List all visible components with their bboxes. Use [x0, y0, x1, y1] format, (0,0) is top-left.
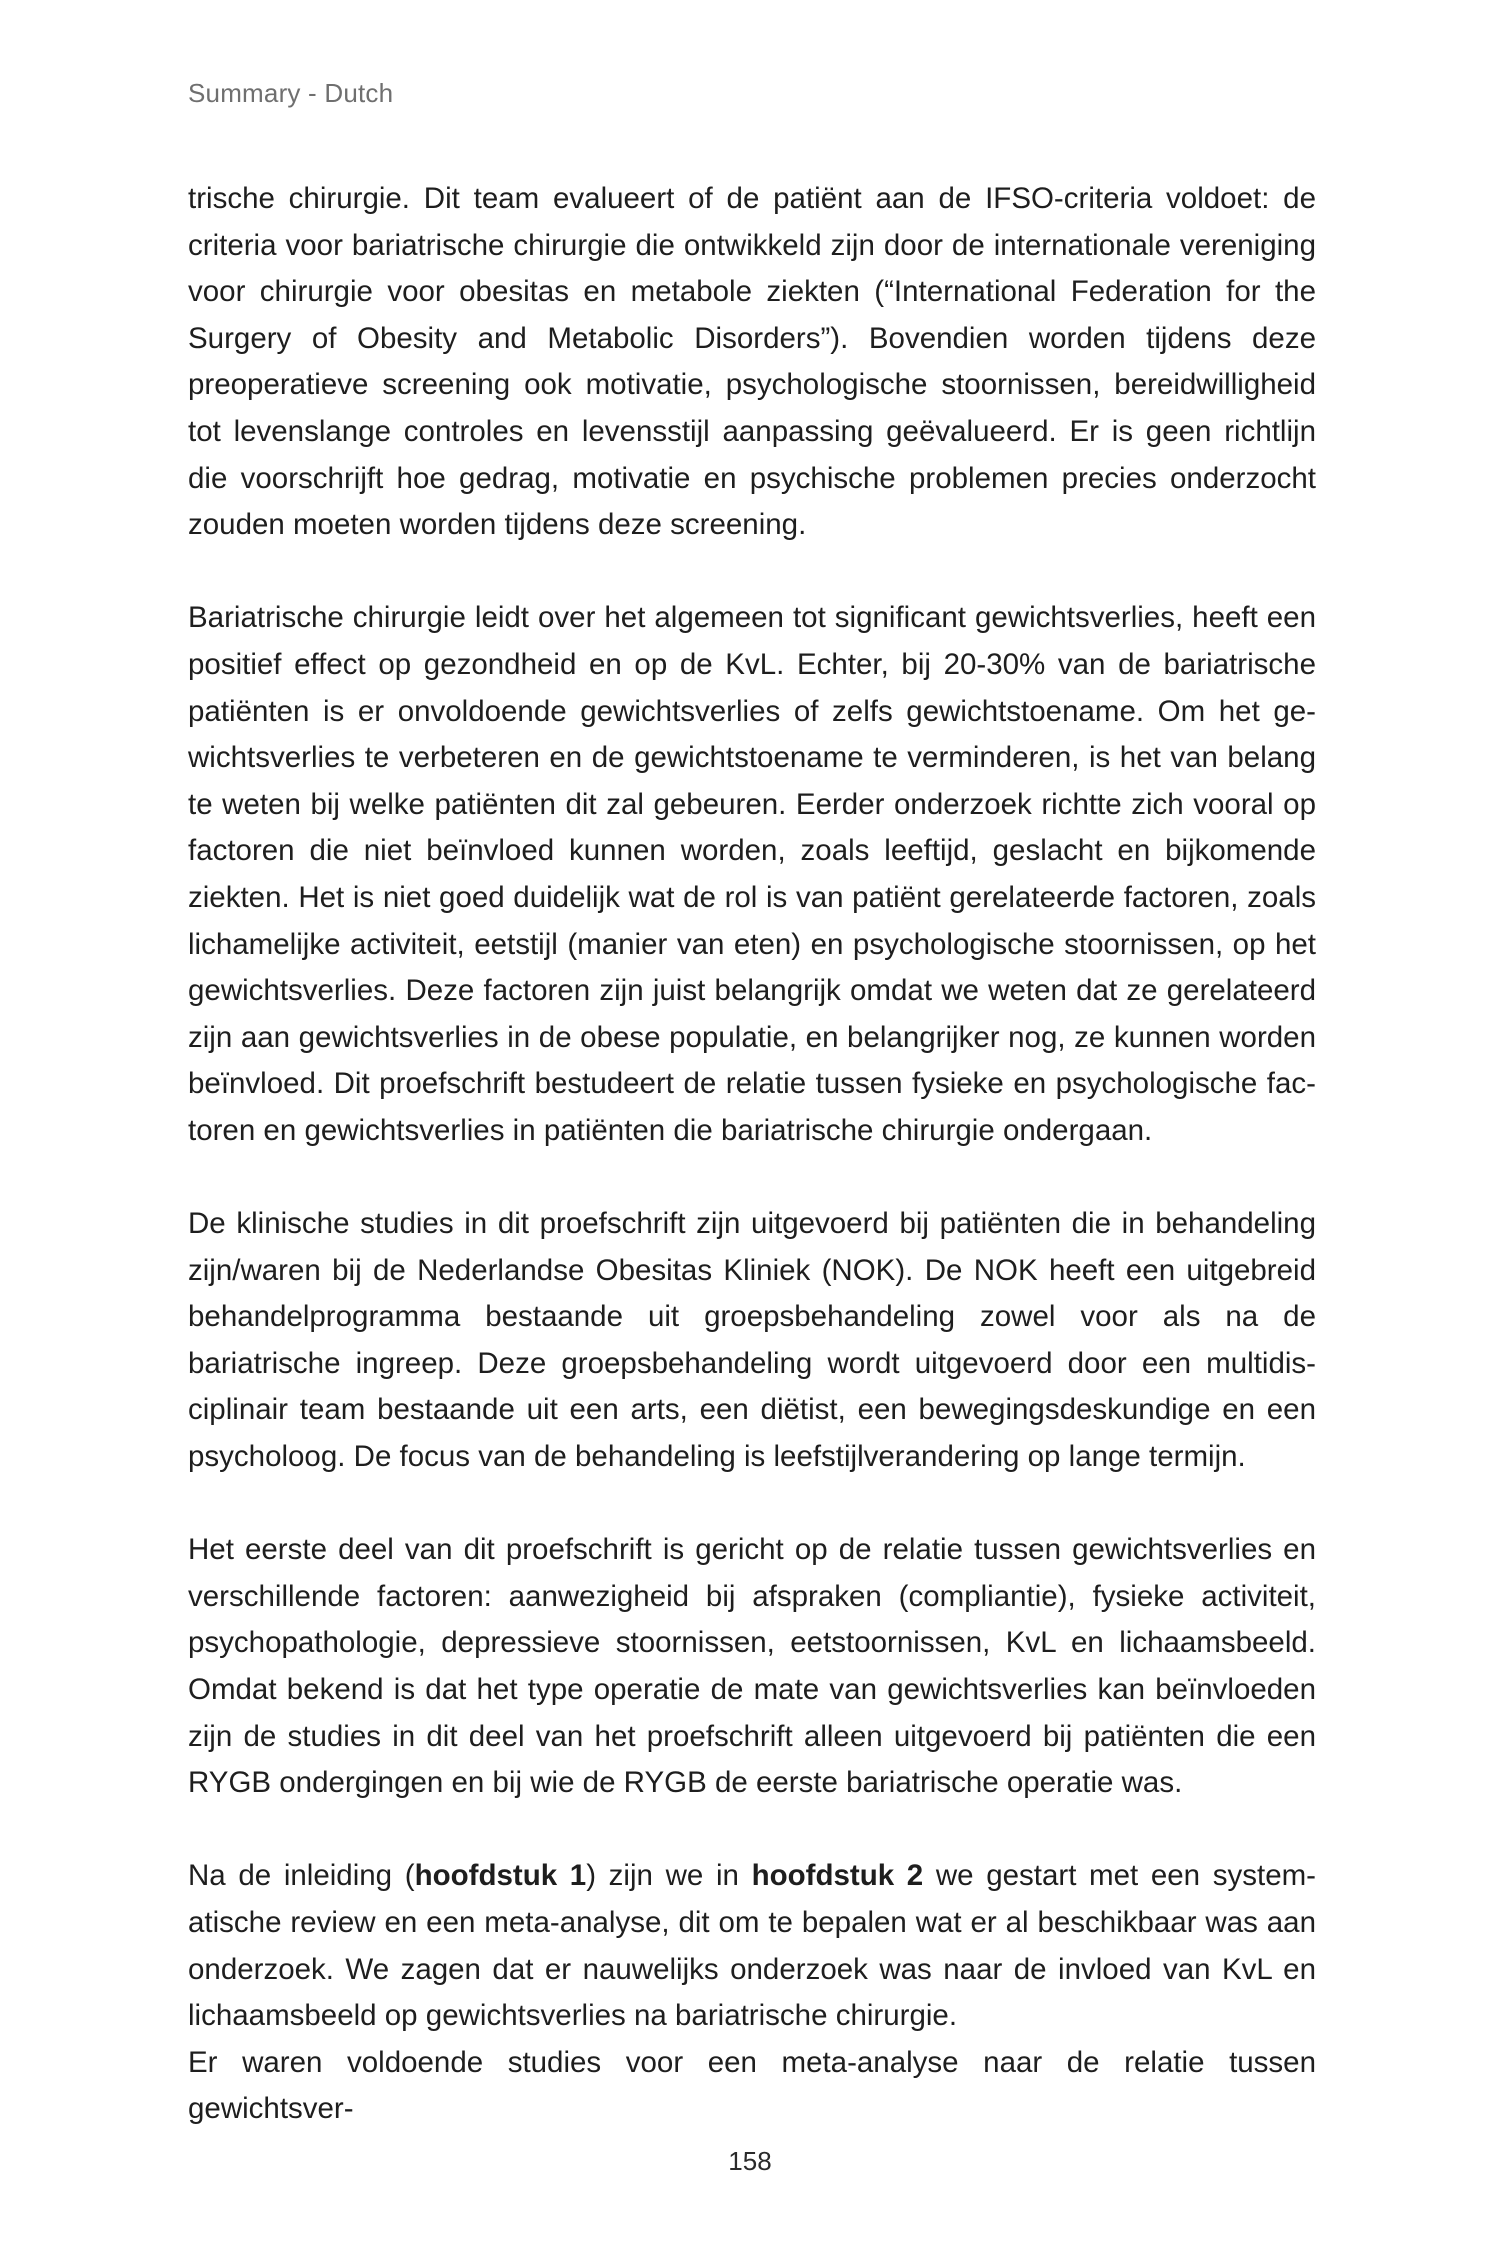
paragraph-weight-loss-factors: Bariatrische chirurgie leidt over het algemeen tot significant gewichtsverlies, heeft een positief effect op gezondheid en op de KvL. Echter, bij 20-30% van de bariatrische patiënten is er onvoldoende gewichtsverlies of zelfs gewichtstoename. Om het gewichtsverlies te verbeteren en de gewichtstoename te verminderen, is het van belang te weten bij welke patiënten dit zal gebeuren. Eerder onderzoek richtte zich vooral op factoren die niet beïnvloed kunnen worden, zoals leeftijd, geslacht en bijkomende ziekten. Het is niet goed duidelijk wat de rol is van patiënt gerelateerde factoren, zoals lichamelijke activiteit, eetstijl (manier van eten) en psychologische stoornissen, op het gewichtsverlies. Deze factoren zijn juist belangrijk omdat we weten dat ze gerelateerd zijn aan gewichtsverlies in de obese populatie, en belangrijker nog, ze kunnen worden beïnvloed. Dit proefschrift bestudeert de relatie tussen fysieke en psychologische factoren en gewichtsverlies in patiënten die bariatrische chirurgie ondergaan. [188, 601, 1316, 1147]
running-head: Summary - Dutch [188, 78, 394, 108]
paragraph-clinical-studies-nok: De klinische studies in dit proefschrift zijn uitgevoerd bij patiënten die in behandeling zijn/waren bij de Nederlandse Obesitas Kliniek (NOK). De NOK heeft een uitgebreid behandelprogramma bestaande uit groepsbehandeling zowel voor als na de bariatrische ingreep. Deze groepsbehandeling wordt uitgevoerd door een multidisciplinair team bestaande uit een arts, een diëtist, een bewegingsdeskundige en een psycholoog. De focus van de behandeling is leefstijlverandering op lange termijn. [188, 1207, 1316, 1474]
paragraph-chapter-overview [188, 1853, 1316, 2039]
paragraph-ifso-screening: trische chirurgie. Dit team evalueert of de patiënt aan de IFSO-criteria voldoet: de criteria voor bariatrische chirurgie die ontwikkeld zijn door de internationale vereniging voor chirurgie voor obesitas en metabole ziekten (“International Federation for the Surgery of Obesity and Metabolic Disorders”). Bovendien worden tijdens deze preoperatieve screening ook motivatie, psychologische stoornissen, bereidwilligheid tot levenslange controles en levensstijl aanpassing geëvalueerd. Er is geen richtlijn die voorschrijft hoe gedrag, motivatie en psychische problemen precies onderzocht zouden moeten worden tijdens deze screening. [188, 182, 1316, 542]
page-number: 158 [728, 2146, 772, 2176]
paragraph-meta-analysis: Er waren voldoende studies voor een meta-analyse naar de relatie tussen gewichtsver- [188, 2045, 1316, 2126]
chapter-reference-1: hoofdstuk 1 [414, 1859, 587, 1893]
paragraph-first-part-thesis: Het eerste deel van dit proefschrift is gericht op de relatie tussen gewichtsverlies en verschillende factoren: aanwezigheid bij afspraken (compliantie), fysieke activiteit, psychopathologie, depressieve stoornissen, eetstoornissen, KvL en lichaamsbeeld. Omdat bekend is dat het type operatie de mate van gewichtsverlies kan beïnvloeden zijn de studies in dit deel van het proefschrift alleen uitgevoerd bij patiënten die een RYGB ondergingen en bij wie de RYGB de eerste bariatrische operatie was. [188, 1533, 1316, 1800]
text-run: ) zijn we in [586, 1859, 752, 1893]
chapter-reference-2: hoofdstuk 2 [751, 1859, 924, 1893]
text-run: we gestart met een systematische review en een meta-analyse, dit om te bepalen wat er al beschikbaar was aan onderzoek. We zagen dat er nauwelijks onderzoek was naar de invloed van KvL en lichaamsbeeld op gewichtsverlies na bariatrische chirurgie. [188, 1859, 1316, 2033]
body-text [188, 176, 1316, 2133]
text-run: Na de inleiding ( [188, 1859, 415, 1893]
